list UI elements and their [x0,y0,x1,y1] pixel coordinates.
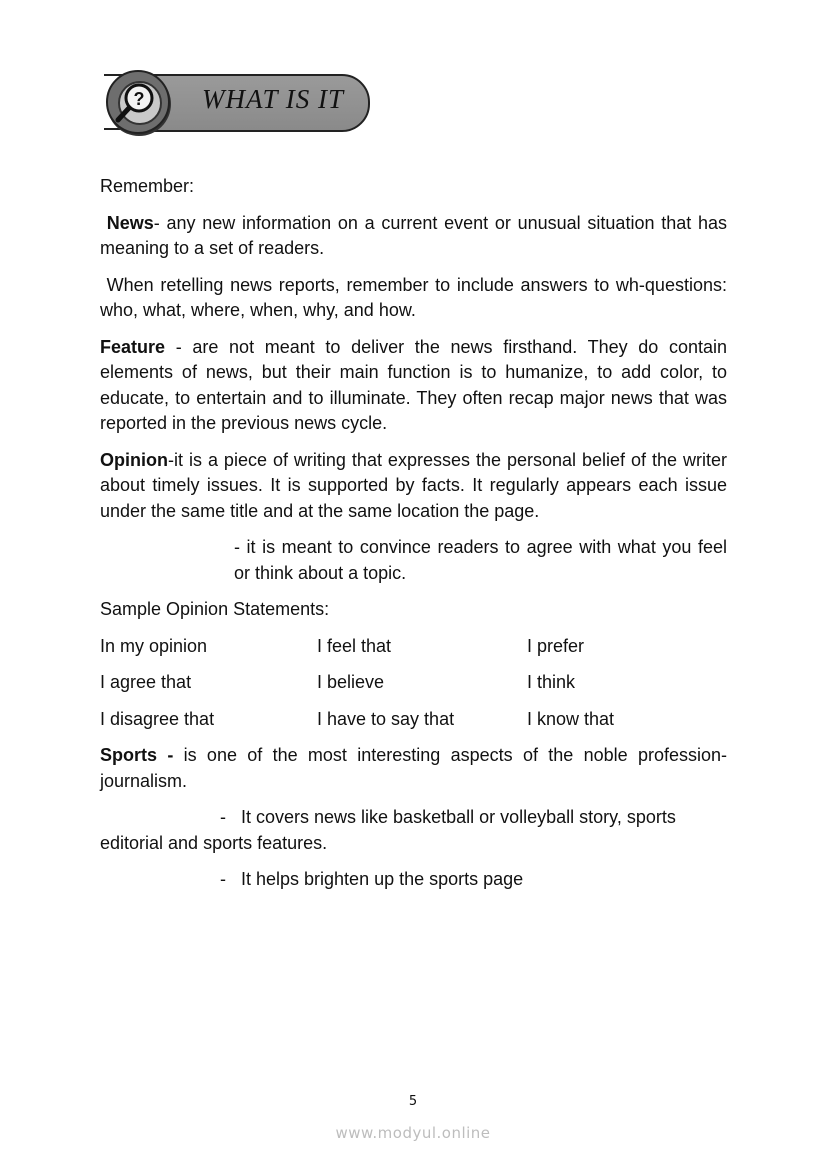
news-definition: News- any new information on a current event or unusual situation that has meaning to a set of readers. [100,212,727,258]
feature-definition: Feature - are not meant to deliver the news firsthand. They do contain elements of news, but their main function is to humanize, to add color, to educate, to entertain and to illuminate. They often recap major news that was reported in the previous news cycle. [100,336,727,433]
svg-text:?: ? [133,89,145,109]
page-number: 5 [408,1094,418,1109]
statement: I believe [317,672,385,692]
opinion-definition: Opinion-it is a piece of writing that expresses the personal belief of the writer about timely issues. It is supported by facts. It regularly appears each issue under the same title and at the same location the page. [100,449,727,521]
sports-bullet: - It helps brighten up the sports page [220,869,524,889]
statement: I disagree that [100,708,215,729]
opinion-purpose: - it is meant to convince readers to agree with what you feel or think about a topic. [234,537,727,583]
sports-bullet: - It covers news like basketball or volleyball story, sports editorial and sports features. [100,807,676,853]
statement: I feel that [317,635,392,656]
lesson-content [100,174,727,893]
opinion-term: Opinion [100,449,168,470]
magnifier-question-icon [112,76,162,128]
feature-term: Feature [100,336,166,357]
remember-label: Remember: [100,176,195,196]
statement: I agree that [100,672,192,692]
news-term: News [106,212,154,233]
sample-label: Sample Opinion Statements: [100,599,330,619]
sports-term: Sports - [100,745,174,765]
opinion-statements-grid [100,634,727,744]
sports-definition: Sports - is one of the most interesting aspects of the noble profession-journalism. [100,745,727,791]
watermark: www.modyul.online [335,1124,491,1142]
statement: I think [527,672,576,692]
retelling-note: When retelling news reports, remember to include answers to wh-questions: who, what, where, when, why, and how. [100,274,727,320]
statement: I have to say that [317,708,455,729]
what-is-it-badge [100,70,372,134]
statement: I prefer [527,635,585,656]
badge-title: WHAT IS IT [202,84,345,114]
statement: In my opinion [100,635,208,656]
statement: I know that [527,708,615,729]
